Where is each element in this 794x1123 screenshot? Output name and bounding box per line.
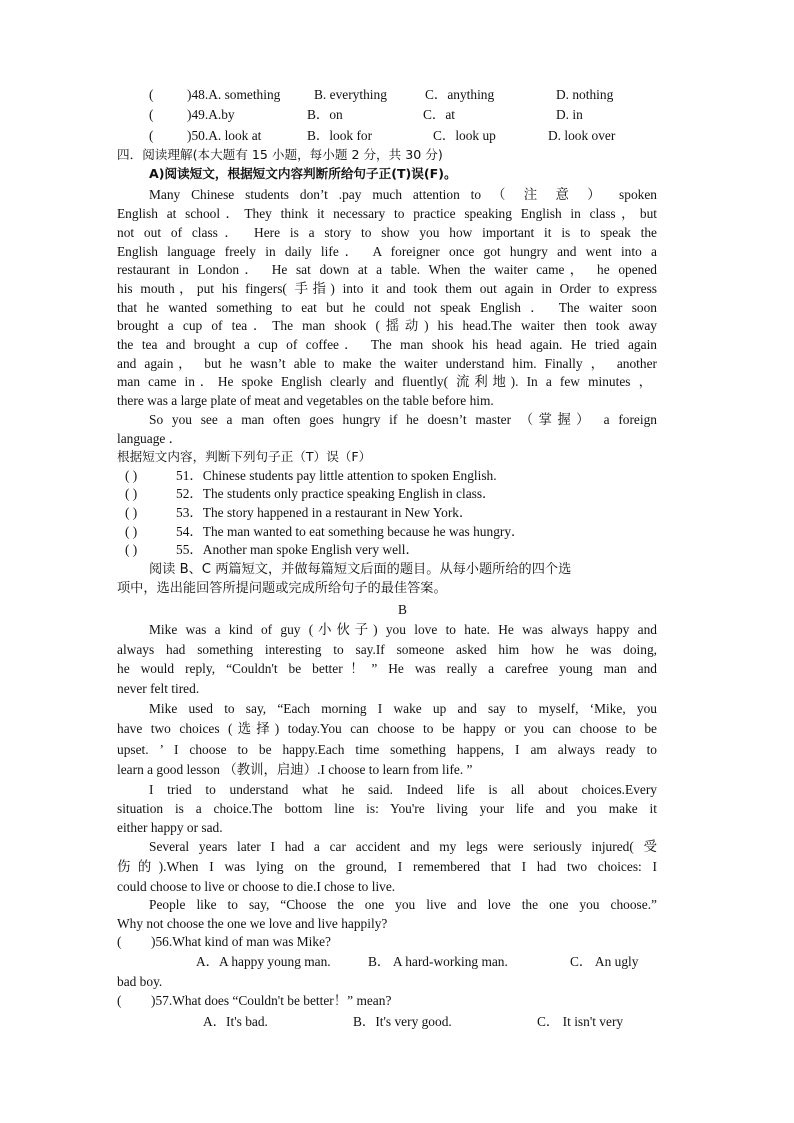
passage-a-line: his mouth，put his fingers( 手指) into it and took them out again in Order to express <box>117 281 657 296</box>
q50-option-a: )50.A. look at <box>187 128 262 143</box>
passage-a-line: So you see a man often goes hungry if he doesn’t master （掌握） a foreign <box>149 412 657 427</box>
q48-paren: ( <box>149 87 154 102</box>
q49-option-a: )49.A.by <box>187 107 235 122</box>
q56-option-a: A．A happy young man. <box>196 954 331 969</box>
q57-option-c: C． It isn't very <box>537 1014 624 1029</box>
passage-b-line: could choose to live or choose to die.I chose to live. <box>117 879 396 894</box>
passage-b-line: 伤的).When I was lying on the ground, I remembered that I had two choices: I <box>117 859 657 874</box>
passage-b-line: he would reply, “Couldn't be better！” He was really a carefree young man and <box>117 661 657 676</box>
q54-statement: 54．The man wanted to eat something because he was hungry． <box>176 524 525 539</box>
q49-option-d: D. in <box>556 107 583 122</box>
passage-b-line: have two choices (选择) today.You can choose to be happy or you can choose to be <box>117 721 657 736</box>
passage-b-line: Mike used to say, “Each morning I wake up and say to myself, ‘Mike, you <box>149 701 657 716</box>
q53-statement: 53．The story happened in a restaurant in New York． <box>176 505 473 520</box>
q51-statement: 51．Chinese students pay little attention to spoken English. <box>176 468 497 483</box>
passage-a-line: the tea and brought a cup of coffee． The man shook his head again. He tried again <box>117 337 657 352</box>
q48-option-c: C．anything <box>425 87 495 102</box>
passage-a-line: English at school．They think it necessary to practice speaking English in class，but <box>117 206 657 221</box>
passage-a-line: brought a cup of tea．The man shook (摇动) his head.The waiter then took away <box>117 318 657 333</box>
q55-statement: 55．Another man spoke English very well． <box>176 542 419 557</box>
passage-b-line: either happy or sad. <box>117 820 223 835</box>
q50-paren: ( <box>149 128 154 143</box>
q57-stem: )57.What does “Couldn't be better！” mean? <box>151 993 392 1008</box>
passage-b-line: situation is a choice.The bottom line is: You're living your life and you make it <box>117 801 657 816</box>
q56-option-c: C． An ugly <box>570 954 639 969</box>
q56-option-c-cont: bad boy. <box>117 974 163 989</box>
q48-option-a: )48.A. something <box>187 87 281 102</box>
section-title: 四．阅读理解(本大题有 15 小题，每小题 2 分，共 30 分) <box>117 147 443 162</box>
q56-answer-blank[interactable]: ( <box>117 934 122 949</box>
q50-option-c: C．look up <box>433 128 496 143</box>
q57-option-b: B．It's very good. <box>353 1014 452 1029</box>
passage-a-line: restaurant in London． He sat down at a table. When the waiter came， he opened <box>117 262 657 277</box>
q54-answer-blank[interactable]: ( ) <box>125 524 138 539</box>
judge-instruction: 根据短文内容，判断下列句子正（T）误（F） <box>117 449 372 464</box>
passage-b-line: Why not choose the one we love and live happily? <box>117 916 388 931</box>
passage-a-line: language ． <box>117 431 183 446</box>
q57-answer-blank[interactable]: ( <box>117 993 122 1008</box>
q56-stem: )56.What kind of man was Mike? <box>151 934 331 949</box>
passage-b-line: never felt tired. <box>117 681 200 696</box>
passage-a-line: and again， but he wasn’t able to make the waiter understand him. Finally ， another <box>117 356 657 371</box>
q53-answer-blank[interactable]: ( ) <box>125 505 138 520</box>
passage-b-line: upset. ’ I choose to be happy.Each time something happens, I am always ready to <box>117 742 657 757</box>
passage-b-line: learn a good lesson （教训，启迪）.I choose to learn from life. ” <box>117 762 473 777</box>
bc-instruction-cont: 项中，选出能回答所提问题或完成所给句子的最佳答案。 <box>117 581 447 596</box>
q48-option-b: B. everything <box>314 87 387 102</box>
passage-a-line: English language freely in daily life． A foreigner once got hungry and went into a <box>117 244 657 259</box>
q50-option-d: D. look over <box>548 128 616 143</box>
passage-a-line: Many Chinese students don’t .pay much attention to （ 注 意 ） spoken <box>149 187 657 202</box>
q49-option-b: B．on <box>307 107 343 122</box>
q52-answer-blank[interactable]: ( ) <box>125 486 138 501</box>
q51-answer-blank[interactable]: ( ) <box>125 468 138 483</box>
q52-statement: 52．The students only practice speaking English in class． <box>176 486 496 501</box>
q56-option-b: B． A hard-working man. <box>368 954 508 969</box>
bc-instruction: 阅读 B、C 两篇短文，并做每篇短文后面的题目。从每小题所给的四个选 <box>149 562 572 577</box>
q55-answer-blank[interactable]: ( ) <box>125 542 138 557</box>
passage-a-line: not out of class． Here is a story to show you how important it is to speak the <box>117 225 657 240</box>
passage-b-line: Several years later I had a car accident and my legs were seriously injured( 受 <box>149 839 657 854</box>
q57-option-a: A．It's bad. <box>203 1014 268 1029</box>
passage-a-line: man came in．He spoke English clearly and fluently( 流利地). In a few minutes ， <box>117 374 652 389</box>
passage-b-line: Mike was a kind of guy (小伙子) you love to hate. He was always happy and <box>149 622 657 637</box>
passage-b-line: I tried to understand what he said. Indeed life is all about choices.Every <box>149 782 657 797</box>
passage-b-line: People like to say, “Choose the one you live and love the one you choose.” <box>149 897 657 912</box>
passage-a-line: that he wanted something to eat but he could not speak English ． The waiter soon <box>117 300 657 315</box>
part-b-label: B <box>398 602 407 617</box>
q50-option-b: B．look for <box>307 128 373 143</box>
q49-paren: ( <box>149 107 154 122</box>
passage-a-line: there was a large plate of meat and vegetables on the table before him. <box>117 393 494 408</box>
part-a-title: A)阅读短文，根据短文内容判断所给句子正(T)误(F)。 <box>149 166 457 181</box>
q48-option-d: D. nothing <box>556 87 614 102</box>
q49-option-c: C．at <box>423 107 455 122</box>
passage-b-line: always had something interesting to say.If someone asked him how he was doing, <box>117 642 657 657</box>
